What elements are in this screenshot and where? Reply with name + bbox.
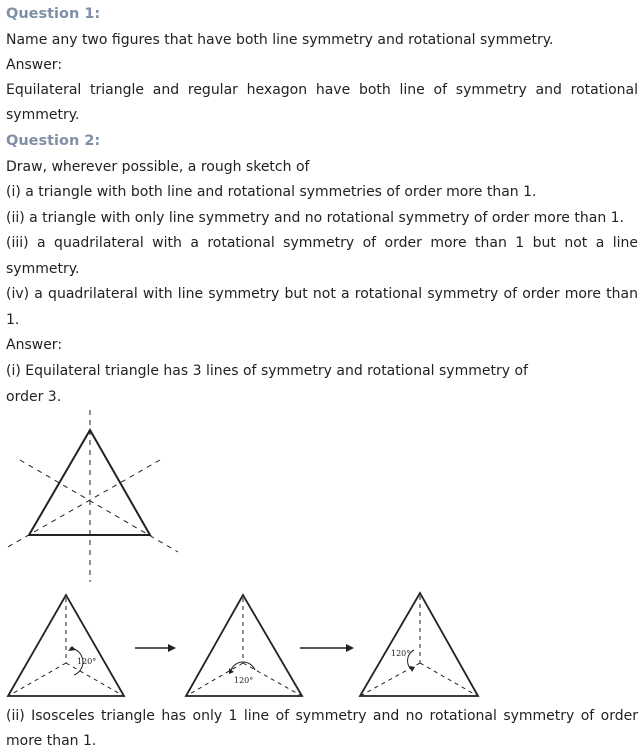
rotation-triangle-2 bbox=[186, 595, 302, 696]
answer-ii-line-2: more than 1. bbox=[6, 733, 97, 749]
question-1-answer-label: Answer: bbox=[6, 57, 63, 73]
question-2-intro: Draw, wherever possible, a rough sketch of bbox=[6, 159, 310, 175]
question-1-heading: Question 1: bbox=[6, 6, 101, 22]
question-1-answer-line-1: Equilateral triangle and regular hexagon have both line of symmetry and rotational bbox=[6, 82, 638, 98]
question-1-text: Name any two figures that have both line symmetry and rotational symmetry. bbox=[6, 32, 554, 48]
arrow-right-1 bbox=[135, 644, 176, 652]
question-1-answer-line-2: symmetry. bbox=[6, 107, 80, 123]
rotation-triangle-3 bbox=[360, 593, 478, 696]
answer-i-line-2: order 3. bbox=[6, 389, 62, 405]
rotation-triangle-1 bbox=[8, 595, 124, 696]
question-2-part-i: (i) a triangle with both line and rotational symmetries of order more than 1. bbox=[6, 184, 537, 200]
rotation-label-1: 120° bbox=[77, 657, 97, 666]
answer-i-line-1: (i) Equilateral triangle has 3 lines of symmetry and rotational symmetry of bbox=[6, 363, 528, 379]
question-2-part-iv-line-2: 1. bbox=[6, 312, 20, 328]
question-2-part-iii-line-2: symmetry. bbox=[6, 261, 80, 277]
rotation-label-3: 120° bbox=[391, 649, 411, 658]
question-2-part-iii-line-1: (iii) a quadrilateral with a rotational symmetry of order more than 1 but not a line bbox=[6, 235, 638, 251]
question-2-heading: Question 2: bbox=[6, 133, 101, 149]
question-2-part-iv-line-1: (iv) a quadrilateral with line symmetry but not a rotational symmetry of order more than bbox=[6, 286, 638, 302]
arrow-right-2 bbox=[300, 644, 354, 652]
question-2-answer-label: Answer: bbox=[6, 337, 63, 353]
rotation-label-2: 120° bbox=[234, 676, 254, 685]
answer-ii-line-1: (ii) Isosceles triangle has only 1 line of symmetry and no rotational symmetry of order bbox=[6, 708, 638, 724]
question-2-part-ii: (ii) a triangle with only line symmetry and no rotational symmetry of order more than 1. bbox=[6, 210, 624, 226]
